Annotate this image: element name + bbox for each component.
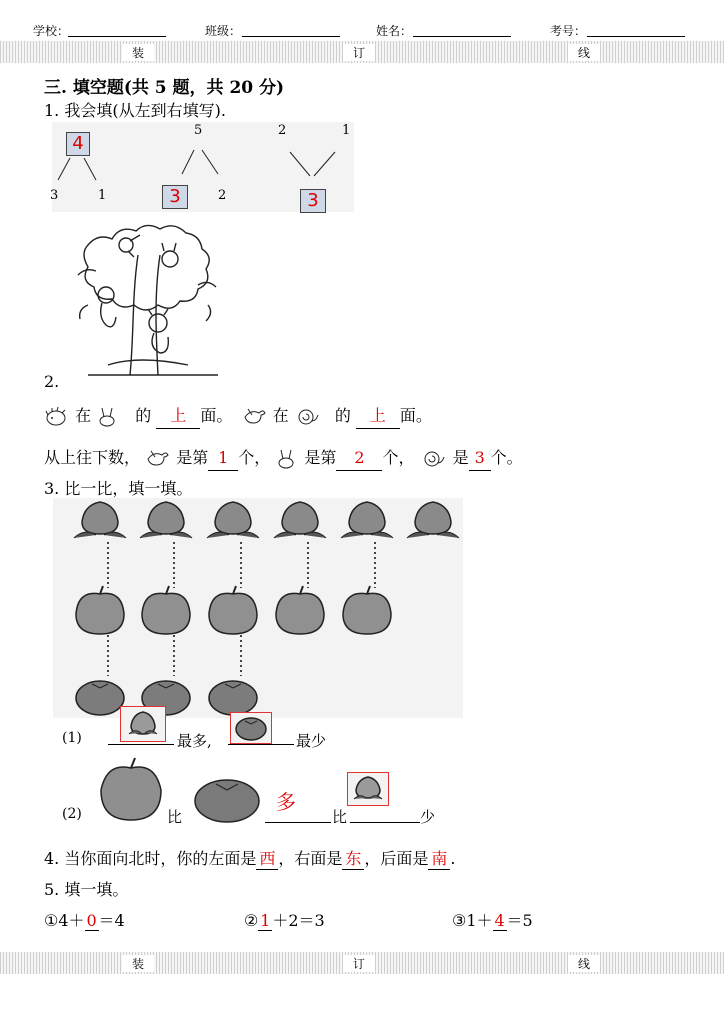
q2-unit1: 个， <box>238 448 271 467</box>
q1-figure <box>52 122 354 212</box>
q2-of1: 的 <box>135 406 152 425</box>
q2-line2 <box>44 446 523 471</box>
q4-line <box>44 846 455 870</box>
class-field[interactable] <box>242 22 340 37</box>
q2-face2: 面。 <box>399 406 432 425</box>
peach-item <box>274 502 326 538</box>
binding-ding: 订 <box>343 955 375 972</box>
q5-answer-1[interactable]: 0 <box>86 911 97 930</box>
q4-end: . <box>450 849 456 868</box>
peach-item <box>341 502 393 538</box>
school-field[interactable] <box>68 22 166 37</box>
tree-illustration <box>68 215 228 383</box>
answer-tomato-box[interactable] <box>230 712 272 744</box>
class-label: 班级： <box>205 24 242 38</box>
q2-face1: 面。 <box>200 406 233 425</box>
q3-sub2-label: (2) <box>62 806 82 822</box>
q5-eq2 <box>244 908 325 931</box>
apple-item <box>343 586 391 634</box>
q2-answer-5[interactable]: 3 <box>469 446 491 471</box>
q4-answer-left[interactable]: 西 <box>256 846 278 870</box>
snail-icon <box>294 407 322 427</box>
q2-answer-4[interactable]: 2 <box>336 446 382 471</box>
binding-band-top <box>0 41 724 63</box>
q3-sub1-label: (1) <box>62 730 82 746</box>
q3-sub2-line1[interactable] <box>265 822 331 823</box>
binding-xian: 线 <box>568 955 600 972</box>
q5-eq3-pre: ③1＋ <box>452 911 493 930</box>
q5-eq2-pre: ② <box>244 911 259 930</box>
tree-b-right: 2 <box>218 188 227 203</box>
school-label: 学校： <box>33 24 70 38</box>
peach-item <box>140 502 192 538</box>
tree-a-top[interactable]: 4 <box>66 132 90 156</box>
tree-c-left: 2 <box>278 123 287 138</box>
binding-ding: 订 <box>343 44 375 61</box>
q3-text: 3. 比一比，填一填。 <box>44 479 193 498</box>
snail-icon <box>420 449 448 469</box>
q3-bi1: 比 <box>167 808 183 826</box>
q5-answer-2[interactable]: 1 <box>260 911 271 930</box>
q4-mid2: ，后面是 <box>364 849 429 868</box>
name-field[interactable] <box>413 22 511 37</box>
q4-answer-right[interactable]: 东 <box>342 846 364 870</box>
exam-no-label: 考号： <box>550 24 587 38</box>
q3-shao: 少 <box>420 808 436 826</box>
q3-bi2: 比 <box>332 808 348 826</box>
q5-eq3 <box>452 908 533 931</box>
q4-pre: 4. 当你面向北时，你的左面是 <box>44 849 257 868</box>
q1-text: 1. 我会填(从左到右填写). <box>44 101 226 120</box>
tree-b-left[interactable]: 3 <box>162 185 188 209</box>
binding-zhuang: 装 <box>122 955 154 972</box>
q2-answer-3[interactable]: 1 <box>208 446 238 471</box>
tree-a-left: 3 <box>50 188 59 203</box>
tree-a-right: 1 <box>98 188 107 203</box>
tomato-item <box>76 681 124 715</box>
exam-no-field[interactable] <box>587 22 685 37</box>
binding-zhuang: 装 <box>122 44 154 61</box>
q2-line1 <box>44 404 432 429</box>
bird-icon <box>242 407 268 427</box>
binding-xian: 线 <box>568 44 600 61</box>
q5-eq2-post: ＋2＝3 <box>272 911 325 930</box>
fruit-comparison <box>53 498 463 718</box>
q2-in1: 在 <box>75 406 92 425</box>
q3-most: 最多, <box>177 732 212 750</box>
q2-is2: 是第 <box>304 448 337 467</box>
answer-peach-box-2[interactable] <box>347 772 389 806</box>
q2-is3: 是 <box>452 448 469 467</box>
q2-in2: 在 <box>272 406 289 425</box>
tree-c-bottom[interactable]: 3 <box>300 189 326 213</box>
rabbit-icon <box>275 449 299 469</box>
q2-of2: 的 <box>334 406 351 425</box>
q2-is1: 是第 <box>176 448 209 467</box>
q4-mid1: ，右面是 <box>278 849 343 868</box>
q2-answer-1[interactable]: 上 <box>156 404 200 429</box>
q5-eq3-post: ＝5 <box>506 911 533 930</box>
q3-sub2-answer[interactable]: 多 <box>276 790 296 814</box>
q5-answer-3[interactable]: 4 <box>494 911 505 930</box>
name-label: 姓名： <box>376 24 413 38</box>
binding-band-bottom <box>0 952 724 974</box>
apple-item <box>142 586 190 634</box>
apple-item <box>76 586 124 634</box>
peach-item <box>74 502 126 538</box>
q5-eq1-pre: ①4＋ <box>44 911 85 930</box>
q5-eq1-post: ＝4 <box>98 911 125 930</box>
section-title: 三. 填空题(共 5 题，共 20 分) <box>44 78 285 98</box>
q5-eq1 <box>44 908 125 931</box>
q2-unit2: 个， <box>382 448 415 467</box>
q2-answer-2[interactable]: 上 <box>356 404 400 429</box>
bird-icon <box>145 449 171 469</box>
tomato-item <box>209 681 257 715</box>
hedgehog-icon <box>44 407 70 427</box>
q3-sub1-line-most[interactable] <box>108 744 174 745</box>
apple-item <box>276 586 324 634</box>
peach-item <box>407 502 459 538</box>
q2-unit3: 个。 <box>490 448 523 467</box>
apple-item <box>209 586 257 634</box>
q3-least: 最少 <box>296 732 327 750</box>
q5-text: 5. 填一填。 <box>44 880 129 899</box>
tree-c-right: 1 <box>342 123 351 138</box>
peach-item <box>207 502 259 538</box>
answer-peach-box[interactable] <box>120 706 166 742</box>
tree-b-top: 5 <box>194 123 203 138</box>
apple-picture <box>96 756 166 824</box>
rabbit-icon <box>96 407 120 427</box>
tomato-picture <box>192 776 262 824</box>
q2-num: 2. <box>44 372 60 391</box>
q2-prefix: 从上往下数， <box>44 448 141 467</box>
q3-figure <box>53 498 463 718</box>
q3-sub2-line2[interactable] <box>350 822 420 823</box>
q4-answer-back[interactable]: 南 <box>428 846 450 870</box>
